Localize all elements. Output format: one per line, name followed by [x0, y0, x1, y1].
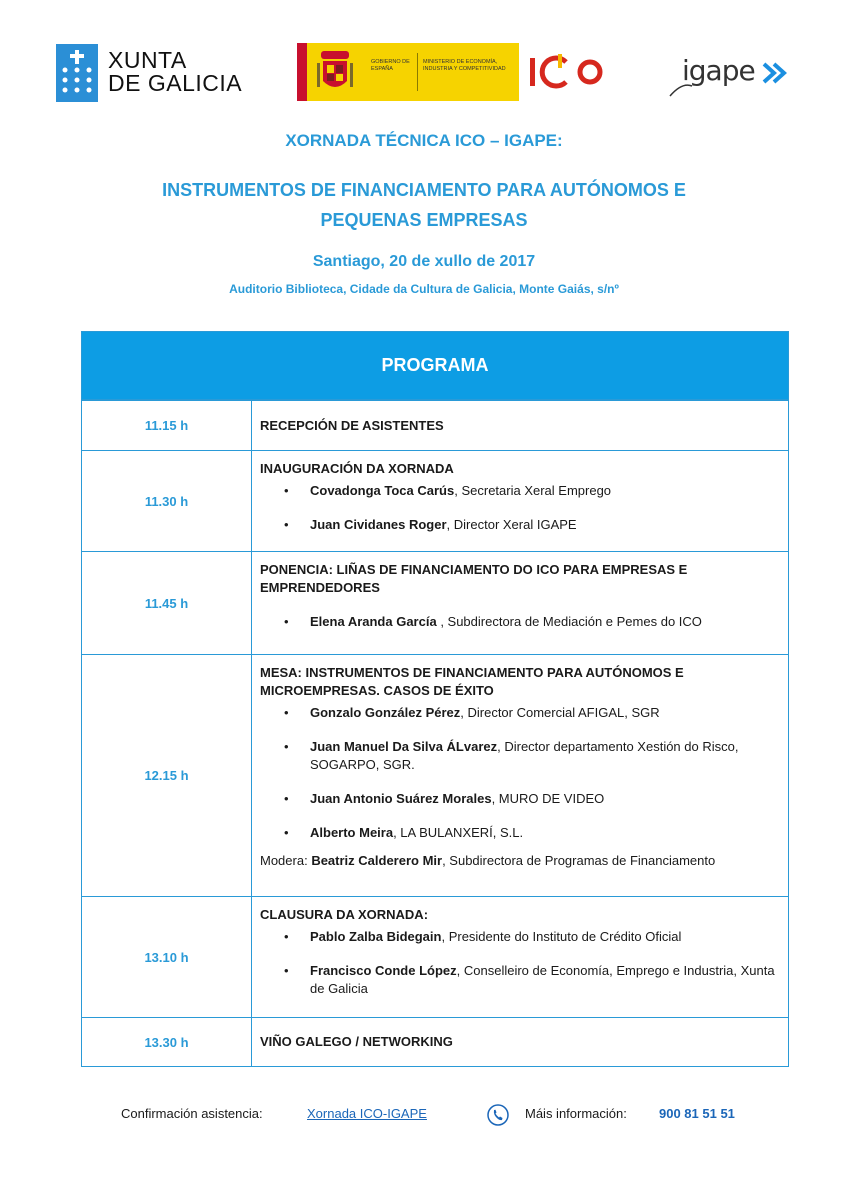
speaker-role: , LA BULANXERÍ, S.L. [393, 825, 524, 840]
row-time: 12.15 h [82, 655, 252, 896]
row-content [252, 655, 788, 896]
confirm-label: Confirmación asistencia: [121, 1106, 263, 1121]
row-title: CLAUSURA DA XORNADA: [260, 907, 429, 922]
list-item [260, 928, 778, 946]
speaker-name: Francisco Conde López [310, 963, 457, 978]
flag-stripe [297, 43, 307, 101]
speaker-name: Covadonga Toca Carús [310, 483, 455, 498]
info-label: Máis información: [525, 1106, 627, 1121]
xunta-de-galicia-logo [56, 44, 256, 102]
speaker-name: Juan Antonio Suárez Morales [310, 791, 492, 806]
bullet-icon: • [284, 739, 289, 754]
footer [0, 1106, 848, 1128]
speaker-list [260, 704, 778, 842]
bullet-icon: • [284, 705, 289, 720]
igape-arrows-icon [668, 52, 798, 98]
row-content [252, 451, 788, 551]
speaker-role: , MURO DE VIDEO [491, 791, 605, 806]
gobierno-espana-logo [297, 43, 519, 101]
event-subtitle [0, 175, 848, 235]
row-time: 11.15 h [82, 401, 252, 450]
bullet-icon: • [284, 614, 289, 629]
row-content [252, 897, 788, 1017]
speaker-role: , Secretaria Xeral Emprego [454, 483, 612, 498]
list-item [260, 962, 778, 998]
program-heading: PROGRAMA [82, 332, 788, 400]
list-item [260, 704, 778, 722]
speaker-role: , Presidente do Instituto de Crédito Oficial [441, 929, 682, 944]
row-title: MESA: INSTRUMENTOS DE FINANCIAMENTO PARA AUTÓNOMOS E MICROEMPRESAS. CASOS DE ÉXITO [260, 665, 684, 698]
table-row [82, 896, 788, 1017]
row-title: RECEPCIÓN DE ASISTENTES [260, 417, 444, 433]
moderator-name: Beatriz Calderero Mir [311, 853, 443, 868]
ministerio-text: MINISTERIO DE ECONOMÍA, INDUSTRIA Y COMPETITIVIDAD [423, 59, 506, 72]
moderator-role: , Subdirectora de Programas de Financiamento [442, 853, 716, 868]
event-subtitle-line2: PEQUENAS EMPRESAS [320, 210, 528, 230]
speaker-name: Gonzalo González Pérez [310, 705, 461, 720]
bullet-icon: • [284, 825, 289, 840]
row-title: PONENCIA: LIÑAS DE FINANCIAMENTO DO ICO PARA EMPRESAS E EMPRENDEDORES [260, 562, 688, 595]
xunta-line1: XUNTA [108, 47, 187, 73]
ico-logo [528, 52, 608, 92]
list-item [260, 738, 778, 774]
event-subtitle-line1: INSTRUMENTOS DE FINANCIAMENTO PARA AUTÓNOMOS E [162, 180, 686, 200]
row-content [252, 552, 788, 654]
event-venue: Auditorio Biblioteca, Cidade da Cultura de Galicia, Monte Gaiás, s/nº [229, 282, 619, 296]
list-item [260, 482, 778, 500]
confirm-link[interactable]: Xornada ICO-IGAPE [307, 1106, 427, 1121]
moderator-label: Modera: [260, 853, 312, 868]
spain-crest-icon [317, 49, 353, 95]
igape-logo [668, 52, 798, 98]
speaker-name: Juan Cividanes Roger [310, 517, 447, 532]
table-row [82, 400, 788, 450]
list-item [260, 613, 778, 631]
row-content [252, 401, 788, 450]
bullet-icon: • [284, 791, 289, 806]
gobierno-text: GOBIERNO DE ESPAÑA [371, 59, 410, 72]
speaker-name: Pablo Zalba Bidegain [310, 929, 442, 944]
speaker-role: , Conselleiro de Economía, Emprego e Industria, Xunta de Galicia [310, 963, 775, 996]
speaker-name: Elena Aranda García [310, 614, 441, 629]
row-title: INAUGURACIÓN DA XORNADA [260, 461, 454, 476]
row-time: 11.30 h [82, 451, 252, 551]
event-title: XORNADA TÉCNICA ICO – IGAPE: [285, 131, 563, 150]
xunta-line2: DE GALICIA [108, 70, 243, 96]
table-row [82, 450, 788, 551]
speaker-role: , Director Comercial AFIGAL, SGR [460, 705, 660, 720]
speaker-name: Juan Manuel Da Silva ÁLvarez [310, 739, 498, 754]
list-item [260, 790, 778, 808]
row-content [252, 1018, 788, 1066]
speaker-name: Alberto Meira [310, 825, 394, 840]
logo-bar [0, 40, 848, 104]
program-table [81, 331, 789, 1067]
phone-number: 900 81 51 51 [659, 1106, 735, 1121]
speaker-list [260, 613, 778, 631]
row-time: 13.10 h [82, 897, 252, 1017]
row-title: VIÑO GALEGO / NETWORKING [260, 1034, 453, 1049]
row-time: 13.30 h [82, 1018, 252, 1066]
list-item [260, 824, 778, 842]
phone-icon [487, 1104, 509, 1126]
speaker-role: , Director Xeral IGAPE [446, 517, 577, 532]
igape-wordmark: igape [682, 54, 755, 87]
speaker-role: , Director departamento Xestión do Risco, SOGARPO, SGR. [310, 739, 739, 772]
ico-logo-mark [528, 52, 608, 92]
moderator-line [260, 852, 778, 870]
galicia-shield-icon [56, 44, 98, 102]
row-time: 11.45 h [82, 552, 252, 654]
table-row [82, 654, 788, 896]
speaker-role: , Subdirectora de Mediación e Pemes do ICO [440, 614, 702, 629]
bullet-icon: • [284, 963, 289, 978]
list-item [260, 516, 778, 534]
speaker-list [260, 928, 778, 998]
bullet-icon: • [284, 483, 289, 498]
event-date: Santiago, 20 de xullo de 2017 [312, 253, 536, 270]
xunta-wordmark [108, 49, 242, 95]
table-row [82, 1017, 788, 1066]
logo-divider [417, 53, 418, 91]
speaker-list [260, 482, 778, 534]
bullet-icon: • [284, 929, 289, 944]
table-row [82, 551, 788, 654]
bullet-icon: • [284, 517, 289, 532]
